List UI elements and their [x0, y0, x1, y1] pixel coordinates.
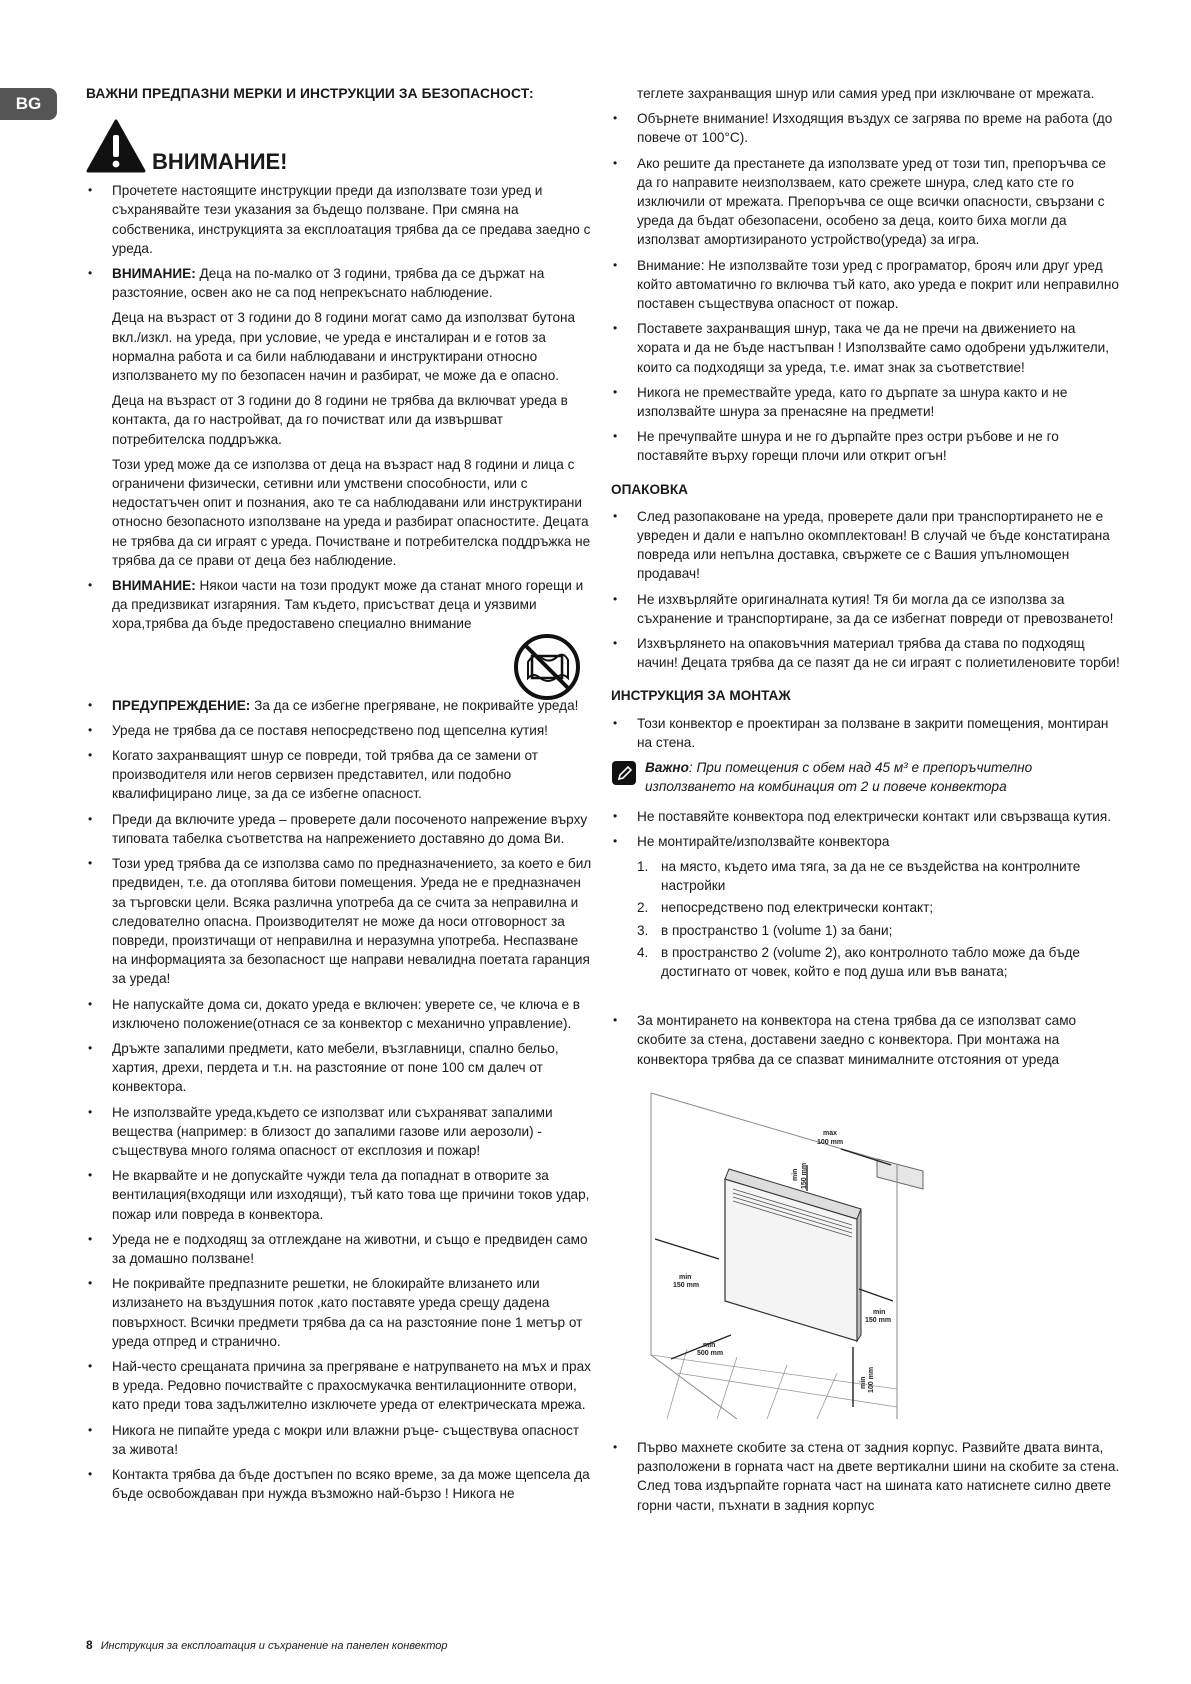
page-number: 8 [86, 1638, 93, 1652]
numbered-item: 1. на място, където има тяга, за да не се въздейства на контролните настройки [637, 858, 1081, 894]
dim-floor-value: 500 mm [697, 1349, 724, 1357]
list-item: • Обърнете внимание! Изходящия въздух се загрява по време на работа (до повече от 100°C). [611, 109, 1121, 147]
warning-heading: ВНИМАНИЕ! [152, 149, 288, 174]
page-footer [86, 1638, 448, 1652]
dim-bottom-value: 100 mm [868, 1366, 875, 1393]
list-item: • Този конвектор е проектиран за ползване в закрити помещения, монтиран на стена. [611, 714, 1121, 752]
important-note: Важно: При помещения с обем над 45 м³ е препоръчително използването на комбинация от 2 и повече конвектора [611, 758, 1121, 796]
list-item: • След разопаковане на уреда, проверете дали при транспортирането не е увреден и дали е напълно окомплектован! В случай че бъде констатирана повреда или непълна доставка, свържете се с Вашия упълномощен продавач! [611, 507, 1121, 584]
list-item: • Уреда не е подходящ за отглеждане на животни, и също е предвиден само за домашно ползване! [86, 1230, 592, 1268]
list-item: • Уреда не трябва да се поставя непосредствено под щепселна кутия! [86, 721, 592, 740]
section-heading-packaging: ОПАКОВКА [611, 481, 688, 497]
dim-left-label: min [679, 1273, 692, 1281]
list-item: • Не напускайте дома си, докато уреда е включен: уверете се, че ключа е в изключено положение(отнася се за конвектор с механично управление). [86, 995, 592, 1033]
section-heading-installation: ИНСТРУКЦИЯ ЗА МОНТАЖ [611, 688, 791, 704]
list-item: • Не вкарвайте и не допускайте чужди тела да попаднат в отворите за вентилация(входящи или изходящи), тъй като това ще причини токов удар, пожар или повреда в конвектора. [86, 1166, 592, 1224]
list-item: • Не изхвърляйте оригиналната кутия! Тя би могла да се използва за съхранение и транспортиране, за да се избегнат повреди от превозването! [611, 590, 1121, 628]
dim-top-label: min [792, 1168, 799, 1181]
warning-header [86, 117, 592, 173]
dim-right-value: 150 mm [865, 1316, 892, 1324]
do-not-cover-icon [512, 632, 582, 702]
list-item: • Никога не пипайте уреда с мокри или влажни ръце- съществува опасност за живота! [86, 1421, 592, 1459]
paragraph: Деца на възраст от 3 години до 8 години не трябва да включват уреда в контакта, да го настройват, да го почистват или да извършват потребителска поддръжка. [112, 393, 568, 447]
dim-max-value: 100 mm [817, 1138, 844, 1146]
right-column [611, 84, 1121, 1521]
pencil-note-icon [611, 760, 637, 786]
dim-right-label: min [873, 1308, 886, 1316]
list-item: • Не покривайте предпазните решетки, не блокирайте влизането или излизането на въздушния поток ,като поставяте уреда срещу дадена повърхност. Всички предмети трябва да са на разстояние поне 1 метър от уреда отпред и странично. [86, 1274, 592, 1351]
list-item: • Ако решите да престанете да използвате уред от този тип, препоръчва се да го направите неизползваем, като срежете шнура, след като сте го изключили от мрежата. Препоръчва се още всички опасности, свързани с уреда да бъдат обезопасени, особено за деца, които биха могли да използват амортизираното устройство(уреда) за игра. [611, 154, 1121, 250]
dim-floor-label: min [703, 1341, 716, 1349]
warning-triangle-icon [86, 119, 146, 173]
dim-bottom-label: min [860, 1376, 867, 1389]
list-item: • Преди да включите уреда – проверете дали посоченото напрежение върху типовата табелка съответства на напрежението доставяно до дома Ви. [86, 810, 592, 848]
numbered-item: 3. в пространство 1 (volume 1) за бани; [637, 922, 893, 938]
list-item: теглете захранващия шнур или самия уред при изключване от мрежата. [637, 86, 1095, 101]
dim-max-label: max [823, 1129, 838, 1137]
list-item: • Най-често срещаната причина за прегряване е натрупването на мъх и прах в уреда. Редовно почиствайте с прахосмукачка вентилационните отвори, като преди това задължително изключете уреда от електрическата мрежа. [86, 1357, 592, 1415]
list-item: • Поставете захранващия шнур, така че да не пречи на движението на хората и да не бъде настъпван ! Използвайте само одобрени удължители, които са подходящи за уреда, т.е. имат знак за съответствие! [611, 319, 1121, 377]
list-item: • ВНИМАНИЕ: Някои части на този продукт може да станат много горещи и да предизвикат изгаряния. Там където, присъстват деца и уязвими хора,трябва да бъде предоставено специално внимание [86, 576, 592, 634]
paragraph: Този уред може да се използва от деца на възраст над 8 години и лица с ограничени физически, сетивни или умствени способности, или с недостатъчен опит и познания, ако те са наблюдавани или инструктирани относно безопасното използване на уреда и разбират опасностите. Децата не трябва да си играят с уреда. Почистване и потребителска поддръжка не трябва да се прави от деца без наблюдение. [112, 456, 591, 568]
language-tab: BG [0, 88, 57, 120]
list-item: • ПРЕДУПРЕЖДЕНИЕ: За да се избегне прегряване, не покривайте уреда! [86, 696, 592, 715]
list-item: • Не монтирайте/използвайте конвектора [611, 832, 1121, 851]
footer-text: Инструкция за експлоатация и съхранение на панелен конвектор [100, 1640, 448, 1652]
list-item: • Изхвърлянето на опаковъчния материал трябва да става по подходящ начин! Децата трябва да се пазят да не си играят с полиетиленовите торби! [611, 634, 1121, 672]
paragraph: Деца на възраст от 3 години до 8 години могат само да използват бутона вкл./изкл. на уреда, при условие, че уреда е инсталиран и е готов за нормална работа и са били наблюдавани и инструктирани относно използването му по безопасен начин и разбират, че може да е опасно. [112, 310, 576, 384]
list-item: • Този уред трябва да се използва само по предназначението, за което е бил предвиден, т.е. да отоплява битови помещения. Уреда не е предназначен за търговски цели. Всяка различна употреба да се счита за неправилна и следователно опасна. Производителят не може да носи отговорност за повреди, произтичащи от неправилна и неразумна употреба. Неспазване на информацията за безопасност ще направи невалидна поетата гаранция за уреда! [86, 854, 592, 988]
list-item: • Никога не премествайте уреда, като го дърпате за шнура както и не използвайте шнура за пренасяне на предмети! [611, 383, 1121, 421]
list-item: • ВНИМАНИЕ: Деца на по-малко от 3 години, трябва да се държат на разстояние, освен ако не са под непрекъснато наблюдение. [86, 264, 592, 302]
numbered-item: 2. непосредствено под електрически контакт; [637, 900, 934, 916]
list-item: • Дръжте запалими предмети, като мебели, възглавници, спално бельо, хартия, дрехи, пердета и т.н. на разстояние от поне 100 см далеч от конвектора. [86, 1039, 592, 1097]
list-item: • Когато захранващият шнур се повреди, той трябва да се замени от производителя или негов сервизен представител, или подобно квалифицирано лице, за да се избегне опасност. [86, 746, 592, 804]
list-item: • Първо махнете скобите за стена от задния корпус. Развийте двата винта, разположени в горната част на двете вертикални шини на скобите за стена. След това издърпайте горната част на шината като натиснете силно двете горни части, пъхнати в задния корпус [611, 1438, 1121, 1515]
list-item: • Не използвайте уреда,където се използват или съхраняват запалими вещества (например: в близост до запалими газове или аерозоли) - съществува много голяма опасност от експлозия и пожар! [86, 1103, 592, 1161]
installation-clearance-diagram [647, 1089, 927, 1419]
list-item: • Контакта трябва да бъде достъпен по всяко време, за да може щепсела да бъде освобождаван при нужда възможно най-бързо ! Никога не [86, 1465, 592, 1503]
list-item: • Не поставяйте конвектора под електрически контакт или свързваща кутия. [611, 807, 1121, 826]
list-item: • Прочетете настоящите инструкции преди да използвате този уред и съхранявайте тези указания за бъдещо ползване. При смяна на собственика, инструкцията за експлоатация трябва да се предава заедно с уреда. [86, 181, 592, 258]
list-item: • За монтирането на конвектора на стена трябва да се използват само скобите за стена, доставени заедно с конвектора. При монтажа на конвектора трябва да се спазват минималните отстояния от уреда [611, 1011, 1121, 1069]
numbered-item: 4. в пространство 2 (volume 2), ако контролното табло може да бъде достигнато от човек, който е под душа или във ваната; [637, 944, 1080, 979]
dim-top-value: 150 mm [801, 1162, 808, 1189]
page-title: ВАЖНИ ПРЕДПАЗНИ МЕРКИ И ИНСТРУКЦИИ ЗА БЕЗОПАСНОСТ: [86, 86, 534, 101]
dim-left-value: 150 mm [673, 1281, 700, 1289]
left-column [86, 84, 592, 1509]
list-item: • Не пречупвайте шнура и не го дърпайте през остри ръбове и не го поставяйте върху горещи плочи или открит огън! [611, 427, 1121, 465]
list-item: • Внимание: Не използвайте този уред с програматор, брояч или друг уред който автоматично го включва тъй като, ако уреда е покрит или неправилно поставен съществува опасност от пожар. [611, 256, 1121, 314]
